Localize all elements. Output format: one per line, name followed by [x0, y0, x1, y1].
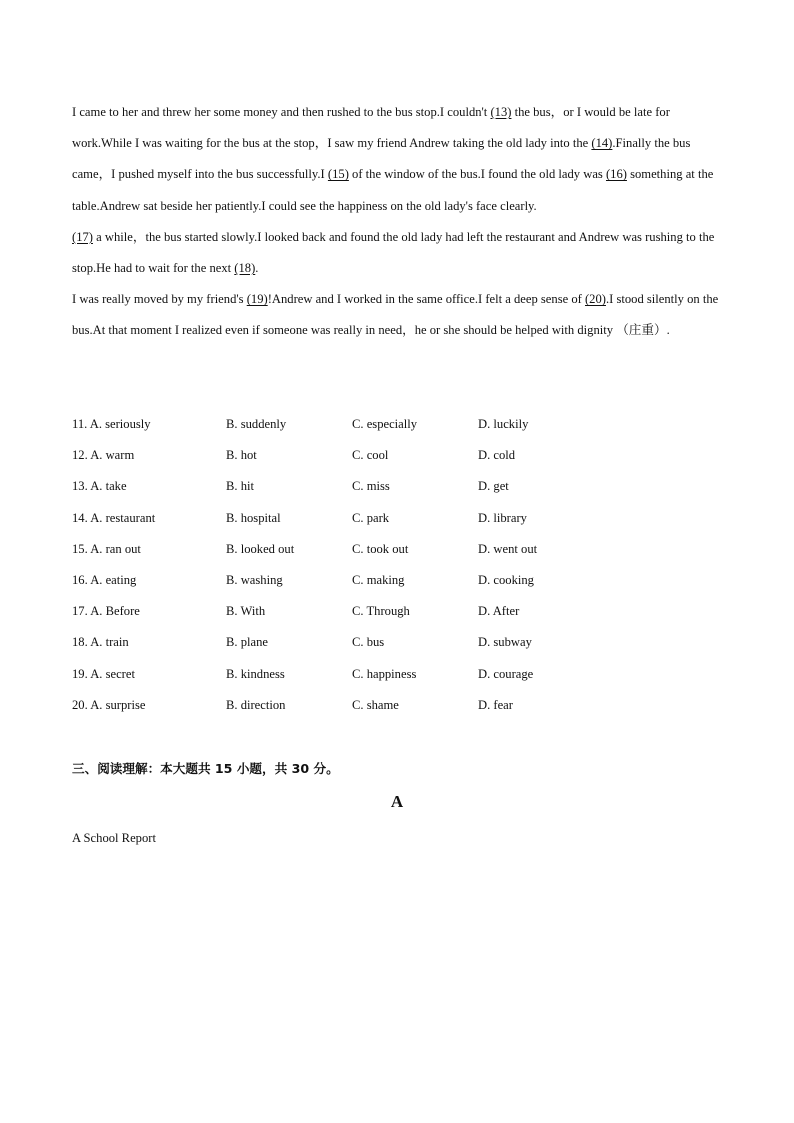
question-19-options: [72, 659, 722, 690]
question-13-options: [72, 471, 722, 502]
option-c: C. bus: [352, 635, 385, 650]
option-c: C. shame: [352, 697, 399, 712]
option-c: C. Through: [352, 604, 410, 619]
option-a: 18. A. train: [72, 635, 129, 650]
option-b: B. hit: [226, 479, 254, 494]
question-15-options: [72, 534, 722, 565]
option-c: C. happiness: [352, 666, 417, 681]
option-c: C. especially: [352, 417, 418, 431]
option-b: B. plane: [226, 635, 268, 650]
option-b: B. With: [226, 604, 266, 619]
answer-options: [72, 409, 722, 721]
option-b: B. direction: [226, 697, 286, 712]
option-a: 12. A. warm: [72, 448, 135, 463]
option-c: C. miss: [352, 479, 390, 494]
option-d: D. cold: [478, 448, 516, 463]
blank-16: (16): [605, 167, 627, 182]
cloze-passage: [72, 97, 722, 347]
section-title: A: [390, 792, 404, 811]
option-b: B. suddenly: [226, 417, 287, 431]
option-c: C. took out: [352, 541, 409, 556]
option-d: D. subway: [478, 635, 532, 650]
option-a: 20. A. surprise: [72, 697, 146, 712]
option-d: D. cooking: [478, 572, 534, 587]
blank-18: (18): [234, 261, 256, 276]
option-d: D. went out: [478, 541, 538, 556]
option-a: 11. A. seriously: [72, 417, 151, 431]
question-11-options: [72, 409, 722, 440]
option-d: D. After: [478, 604, 520, 619]
option-b: B. kindness: [226, 666, 285, 681]
blank-20: (20): [584, 292, 606, 307]
blank-19: (19): [246, 292, 268, 307]
question-20-options: [72, 690, 722, 721]
option-d: D. library: [478, 510, 527, 525]
option-b: B. washing: [226, 572, 283, 587]
option-b: B. hospital: [226, 510, 281, 525]
passage-paragraph-1: I came to her and threw her some money and then rushed to the bus stop.I couldn't (13) the bus，or I would be late for work.While I was waiting for the bus at the stop，I saw my friend Andrew taking the old lady into the (14).Finally the bus came，I pushed myself into the bus successfully.I (15) of the window of the bus.I found the old lady was (16) something at the table.Andrew sat beside her patiently.I could see the happiness on the old lady's face clearly.: [72, 105, 714, 213]
blank-15: (15): [327, 167, 349, 182]
option-a: 19. A. secret: [72, 666, 135, 681]
option-c: C. cool: [352, 448, 389, 463]
blank-13: (13): [490, 105, 512, 119]
option-d: D. fear: [478, 697, 513, 712]
option-a: 16. A. eating: [72, 572, 137, 587]
passage-paragraph-2: (17) a while，the bus started slowly.I looked back and found the old lady had left the restaurant and Andrew was rushing to the stop.He had to wait for the next (18).: [72, 229, 715, 276]
option-b: B. hot: [226, 448, 257, 463]
option-c: C. park: [352, 510, 390, 525]
option-b: B. looked out: [226, 541, 295, 556]
option-d: D. get: [478, 479, 509, 494]
question-18-options: [72, 627, 722, 658]
blank-17: (17): [72, 229, 93, 244]
question-16-options: [72, 565, 722, 596]
option-a: 17. A. Before: [72, 604, 140, 619]
blank-14: (14): [591, 136, 613, 151]
question-12-options: [72, 440, 722, 471]
section-heading: 三、阅读理解：本大题共 15 小题，共 30 分。: [72, 761, 339, 776]
option-a: 13. A. take: [72, 479, 127, 494]
question-17-options: [72, 596, 722, 627]
option-a: 14. A. restaurant: [72, 510, 156, 525]
option-a: 15. A. ran out: [72, 541, 141, 556]
option-c: C. making: [352, 572, 405, 587]
report-title: A School Report: [72, 831, 156, 845]
option-d: D. courage: [478, 666, 534, 681]
question-14-options: [72, 503, 722, 534]
option-d: D. luckily: [478, 417, 529, 431]
passage-paragraph-3: I was really moved by my friend's (19)!Andrew and I worked in the same office.I felt a deep sense of (20).I stood silently on the bus.At that moment I realized even if someone was really in need，he or she should be helped with dignity （庄重）.: [72, 292, 719, 338]
